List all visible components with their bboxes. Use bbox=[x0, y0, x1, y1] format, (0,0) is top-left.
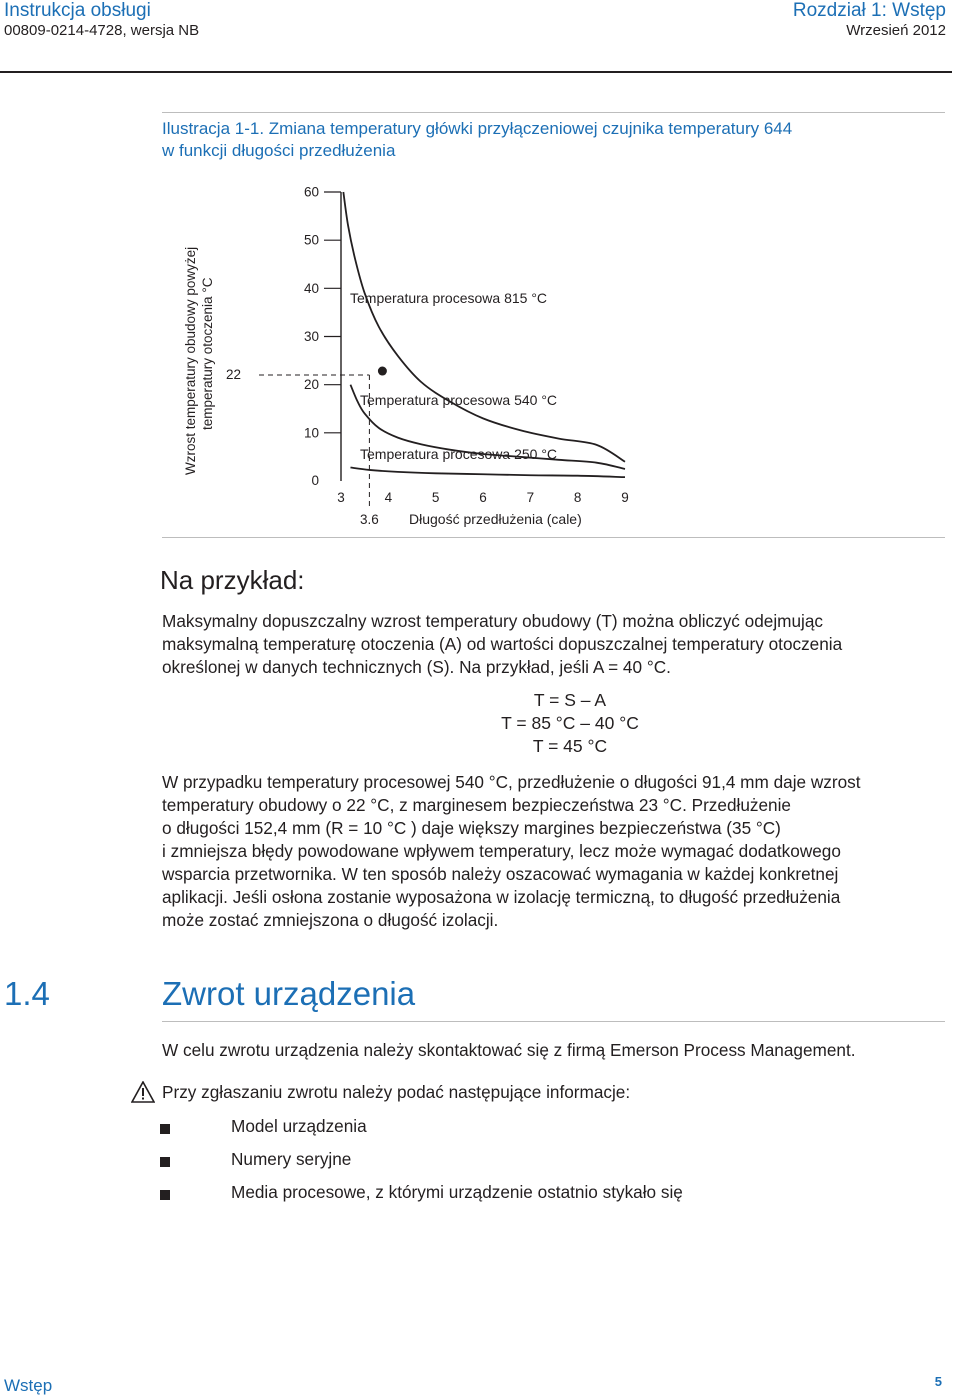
text-line: i zmniejsza błędy powodowane wpływem temperatury, lecz może wymagać dodatkowego bbox=[162, 841, 841, 861]
series-label-250: Temperatura procesowa 250 °C bbox=[360, 446, 558, 462]
text-line: temperatury obudowy o 22 °C, z marginesem bezpieczeństwa 23 °C. Przedłużenie bbox=[162, 795, 791, 815]
x-tick-label: 5 bbox=[431, 490, 440, 505]
x-tick-label: 8 bbox=[573, 490, 582, 505]
formula-line: T = S – A bbox=[533, 690, 607, 710]
text-line: może zostać zmniejszona o długość izolacji. bbox=[162, 910, 499, 930]
text-line: aplikacji. Jeśli osłona zostanie wyposażona w izolację termiczną, to długość przedłużenia bbox=[162, 887, 841, 907]
y-tick-label: 30 bbox=[303, 329, 319, 344]
y-ticks bbox=[304, 185, 341, 489]
formula-block bbox=[400, 689, 740, 758]
figure-top-rule bbox=[162, 112, 945, 113]
x-ticks bbox=[337, 490, 629, 505]
text-line: Maksymalny dopuszczalny wzrost temperatury obudowy (T) można obliczyć odejmując bbox=[162, 611, 824, 631]
example-paragraph-2 bbox=[162, 771, 861, 932]
x-axis-label: Długość przedłużenia (cale) bbox=[409, 511, 582, 527]
y-axis-label-line2: temperatury otoczenia °C bbox=[200, 277, 215, 430]
footer-section: Wstęp bbox=[4, 1376, 53, 1395]
section-intro: W celu zwrotu urządzenia należy skontaktować się z firmą Emerson Process Management. bbox=[162, 1040, 856, 1060]
text-line: o długości 152,4 mm (R = 10 °C ) daje większy margines bezpieczeństwa (35 °C) bbox=[162, 818, 781, 838]
y-tick-label: 10 bbox=[303, 425, 319, 441]
y-axis-label-line1: Wzrost temperatury obudowy powyżej bbox=[183, 246, 198, 475]
y-tick-label: 0 bbox=[311, 473, 319, 488]
y-tick-label: 60 bbox=[303, 184, 319, 200]
page-number: 5 bbox=[934, 1374, 942, 1389]
document-number: 00809-0214-4728, wersja NB bbox=[4, 22, 200, 39]
y-tick-label: 40 bbox=[303, 280, 319, 296]
annotation-y-label: 22 bbox=[225, 367, 241, 383]
y-tick-label: 50 bbox=[303, 232, 319, 248]
series-group bbox=[343, 192, 625, 477]
figure-caption-line1: Ilustracja 1-1. Zmiana temperatury główki przyłączeniowej czujnika temperatury 644 bbox=[162, 119, 793, 138]
text-line: wsparcia przetwornika. W ten sposób należy oszacować wymagania w każdej konkretnej bbox=[162, 864, 839, 884]
warning-text: Przy zgłaszaniu zwrotu należy podać następujące informacje: bbox=[162, 1082, 631, 1102]
text-line: W przypadku temperatury procesowej 540 °C, przedłużenie o długości 91,4 mm daje wzrost bbox=[162, 772, 861, 792]
example-heading: Na przykład: bbox=[160, 565, 305, 595]
manual-title: Instrukcja obsługi bbox=[4, 0, 151, 21]
list-item: Numery seryjne bbox=[231, 1149, 352, 1169]
x-tick-label: 7 bbox=[526, 490, 535, 505]
publication-date: Wrzesień 2012 bbox=[846, 22, 946, 39]
formula-line: T = 85 °C – 40 °C bbox=[501, 713, 639, 733]
section-rule bbox=[162, 1021, 945, 1022]
temperature-chart bbox=[160, 175, 640, 535]
x-tick-label: 3 bbox=[337, 490, 345, 505]
annotation-point bbox=[378, 367, 387, 376]
example-paragraph-1 bbox=[162, 610, 842, 679]
bullet-icon bbox=[160, 1157, 170, 1167]
series-label-540: Temperatura procesowa 540 °C bbox=[360, 392, 558, 408]
series-label-815: Temperatura procesowa 815 °C bbox=[350, 290, 548, 306]
bullet-icon bbox=[160, 1124, 170, 1134]
text-line: określonej w danych technicznych (S). Na przykład, jeśli A = 40 °C. bbox=[162, 657, 671, 677]
list-item: Media procesowe, z którymi urządzenie ostatnio stykało się bbox=[231, 1182, 683, 1202]
bullet-icon bbox=[160, 1190, 170, 1200]
section-number: 1.4 bbox=[4, 975, 50, 1012]
x-tick-label: 9 bbox=[621, 490, 629, 505]
chapter-title: Rozdział 1: Wstęp bbox=[792, 0, 946, 21]
annotation-x-label: 3.6 bbox=[360, 512, 379, 527]
figure-caption-line2: w funkcji długości przedłużenia bbox=[162, 141, 396, 160]
list-item: Model urządzenia bbox=[231, 1116, 367, 1136]
figure-bottom-rule bbox=[162, 537, 945, 538]
section-title: Zwrot urządzenia bbox=[162, 975, 416, 1012]
y-tick-label: 20 bbox=[303, 377, 319, 393]
series-line-0 bbox=[343, 192, 625, 462]
formula-line: T = 45 °C bbox=[532, 736, 608, 756]
x-tick-label: 4 bbox=[384, 490, 393, 505]
x-tick-label: 6 bbox=[479, 490, 487, 505]
series-line-2 bbox=[350, 468, 625, 478]
figure-caption bbox=[162, 118, 942, 162]
header-divider bbox=[0, 71, 952, 73]
text-line: maksymalną temperaturę otoczenia (A) od wartości dopuszczalnej temperatury otoczenia bbox=[162, 634, 843, 654]
warning-icon bbox=[131, 1081, 155, 1103]
